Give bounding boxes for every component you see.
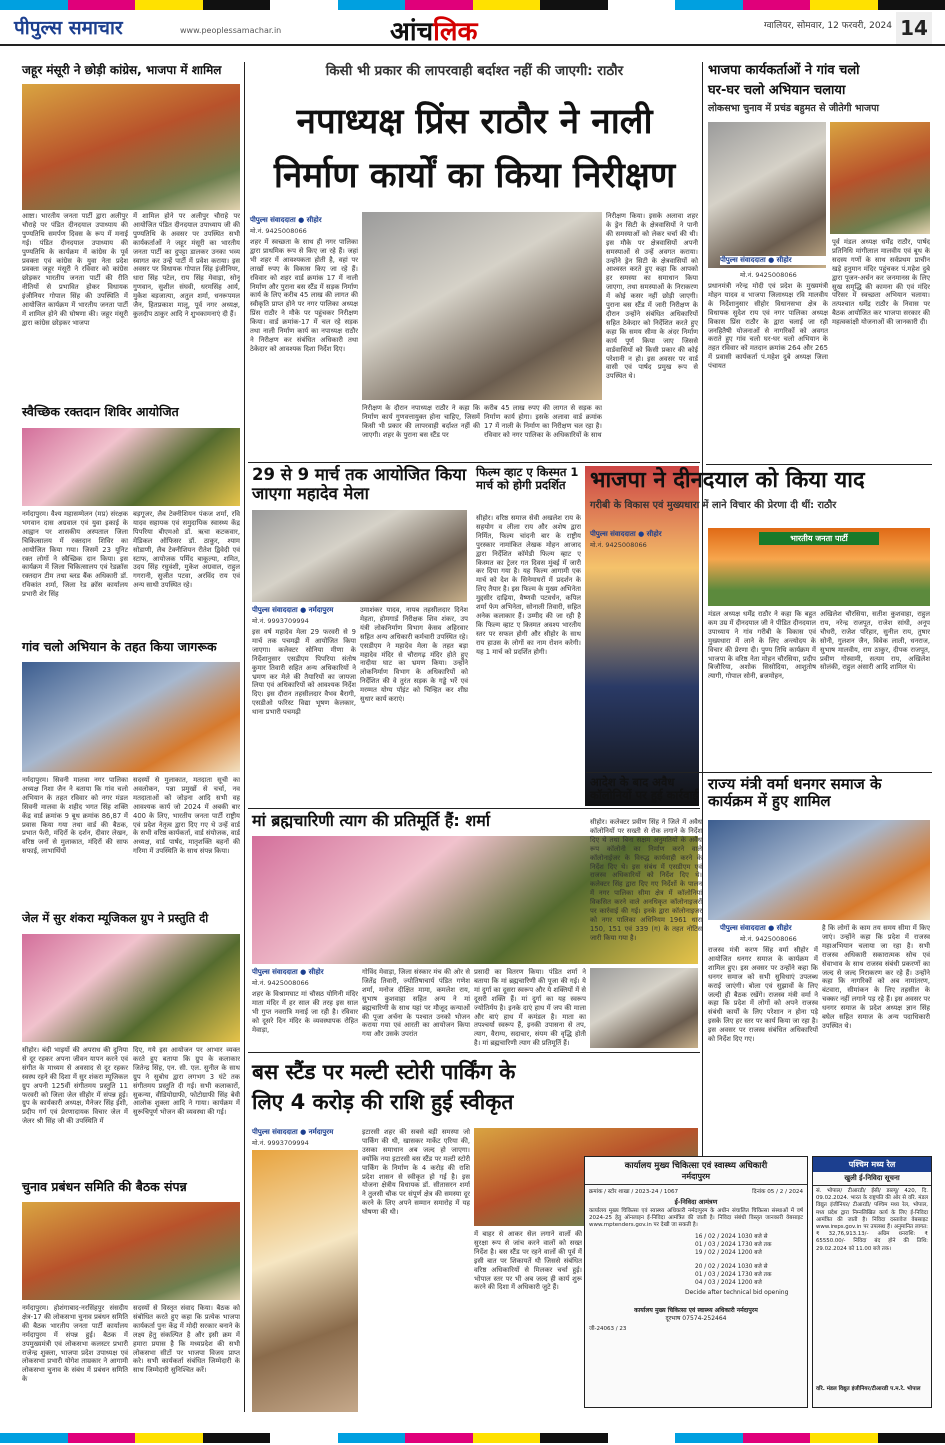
story-body: प्रधानमंत्री नरेन्द्र मोदी एवं प्रदेश के मुख्यमंत्री मोहन यादव व भाजपा जिलाध्यक्ष रवि मालवीय के निर्देशानुसार सीहोर विधानसभा क्षेत्र के विधायक सुदेश राय एवं नगर पालिका अध्यक्ष विकास प्रिंस राठौर के द्वारा चलाई जा रही जनहितैषी योजनाओं से नागरिकों को अवगत कराते हुए गांव चलो घर-घर चलो अभियान के तहत रविवार को मतदान क्रमांक 264 और 265 में प्रवासी कार्यकर्ता पं.महेश दुबे अध्यक्ष जिला पंचायत (708, 282, 828, 371)
byline: पीपुल्स संवाददाता ● सीहोर (252, 968, 324, 976)
ad-body: सं. भोपाल/ टीआरडी/ ईसी/ डब्ल्यू/ 420, दि. 09.02.2024. भारत के राष्ट्रपति की ओर से वरि. मंडल विद्युत इंजीनियर/ टीआरडी/ पश्चिम मध्य रेल, भोपाल, मध्य प्रदेश द्वारा निम्नलिखित कार्य के लिए ई-निविदा आमंत्रित की जाती है। निविदा दस्तावेज वेबसाइट www.ireps.gov.in पर उपलब्ध हैं। अनुमानित लागत: ₹ 32,76,913.13/- अग्रिम धनराशि: ₹ 65550.00/- निविदा बंद होने की तिथि: 29.02.2024 को 11.00 बजे तक। (816, 1188, 928, 1252)
ad-date-row: 19 / 02 / 2024 1200 बजे (695, 1250, 762, 1256)
contact-number: मो.नं. 9425008066 (740, 271, 797, 279)
ad-subtitle: ई-निविदा आमंत्रण (674, 1198, 718, 1206)
ad-phone: दूरभाष 07574-252464 (665, 1315, 727, 1322)
ad-place: नर्मदापुरम (681, 1172, 711, 1181)
news-photo (708, 528, 930, 606)
news-photo (708, 820, 930, 920)
ad-subtitle: खुली ई-निविदा सूचना (813, 1172, 931, 1186)
ad-footer: वरि. मंडल विद्युत इंजीनियर/टीआरडी प.म.रे. भोपाल (816, 1386, 921, 1392)
story-headline-line-2: निर्माण कार्यों का किया निरीक्षण (273, 156, 676, 196)
story-subtitle: गरीबी के विकास एवं मुख्यधारा में लाने विचार की प्रेरणा दी थीं: राठौर (590, 500, 837, 511)
story-headline-line-1: भाजपा कार्यकर्ताओं ने गांव चलो (708, 63, 860, 78)
story-body: करीब 45 लाख रुपए की लागत से सड़क का निर्माण कार्य होगा। इसके अलावा वार्ड क्रमांक 17 में नाली के निर्माण का निरीक्षण चल रहा है। रविवार को नगर पालिका के अधिकारियों के साथ (484, 404, 602, 439)
ad-body: कार्यालय मुख्य चिकित्सा एवं स्वास्थ्य अधिकारी नर्मदापुरम के अधीन संचालित चिकित्सा संस्थाओं में वर्ष 2024-25 हेतु ऑनलाइन ई-निविदा आमंत्रित की जाती है। निविदा संबंधी विस्तृत जानकारी वेबसाइट www.mptenders.gov.in पर देखी जा सकती है। (589, 1208, 803, 1228)
ad-date-row: 16 / 02 / 2024 1030 बजे से (695, 1234, 768, 1240)
contact-number: मो.नं. 9993709994 (252, 1139, 309, 1147)
story-body: आष्टा। भारतीय जनता पार्टी द्वारा अलीपुर चौराहे पर पंडित दीनदयाल उपाध्याय की पुण्यतिथि समर्पण दिवस के रूप में मनाई गई। पंडित दीनदयाल उपाध्याय की पुण्यतिथि के कार्यक्रम में कांग्रेस के पूर्व प्रवक्ता एवं कांग्रेस के युवा नेता प्रदेश प्रवक्ता जहूर मंसूरी ने रविवार को कांग्रेस छोड़कर भारतीय जनता पार्टी की रीति नीतियों से प्रभावित होकर विधायक इंजीनियर गोपाल सिंह की उपस्थिति में आयोजित कार्यक्रम में भारतीय जनता पार्टी में शामिल होने की घोषणा की। जहूर मंसूरी द्वारा कांग्रेस छोड़कर भाजपा (22, 212, 128, 327)
ad-title: पश्चिम मध्य रेल (813, 1157, 931, 1172)
byline: पीपुल्स संवाददाता ● सीहोर (720, 924, 792, 932)
story-body: निरीक्षण के दौरान नपाध्यक्ष राठौर ने कहा कि निर्माण कार्य गुणवत्तायुक्त होना चाहिए, जिसमें किसी भी प्रकार की लापरवाही बर्दाश्त नहीं की जाएगी। शहर के पुराना बस स्टैंड पर (362, 404, 480, 439)
story-subtitle: लोकसभा चुनाव में प्रचंड बहुमत से जीतेगी भाजपा (708, 103, 879, 114)
story-body: दिए, गये इस आयोजन पर आभार व्यक्त करते हुए बताया कि ग्रुप के कलाकार जितेन्द्र सिंह, एन. सी. एल. सुनील के साथ ग्रुप ने सुबोध द्वारा लगभग 3 घंटे तक संगीतमय प्रस्तुति दी गई। सभी कलाकारों, सुकन्या, वीडियोग्राफी, फोटोग्राफी सिंह बेवी आलोक शुक्ला आदि ने गाया। कार्यक्रम में सुरूचिपूर्ण भोजन की व्यवस्था की गई। (133, 1046, 240, 1117)
news-photo (252, 510, 467, 602)
masthead (0, 12, 945, 46)
tender-advertisement (584, 1156, 808, 1408)
news-photo (252, 1150, 358, 1412)
story-headline-line-1: बस स्टैंड पर मल्टी स्टोरी पार्किंग के (252, 1060, 516, 1084)
registration-strip-top (0, 0, 945, 10)
story-title: 29 से 9 मार्च तक आयोजित किया जाएगा महादेव मेला (252, 465, 467, 503)
ad-date-row: 04 / 03 / 2024 1200 बजे (695, 1280, 762, 1286)
section-title-a: आंच (390, 17, 434, 47)
byline: पीपुल्स संवाददाता ● सीहोर (720, 256, 830, 265)
story-body: राजस्व मंत्री करण सिंह वर्मा सीहोर में आयोजित धनगर समाज के कार्यक्रम में शामिल हुए। इस अवसर पर उन्होंने कहा कि धनगर समाज को सभी सुविधाएं उपलब्ध कराई जाएंगी। बोला एवं सुझावों के लिए जल्दी ही बैठक रखेंगे। राजस्व मंत्री वर्मा ने कहा कि प्रदेश में लोगों को अपने राजस्व संबंधी कार्यों के लिए परेशान न होना पड़े इसके लिए हर स्तर पर कार्य किया जा रहा है। इस अवसर पर राजस्व संबंधित अधिकारियों को निर्देश दिए गए। (708, 946, 818, 1044)
story-body: सदस्यों से मुलाकात, मतदाता सूची का अवलोकन, पन्ना प्रमुखों से चर्चा, नव मतदाताओं को जोड़ना आदि सभी वह आवश्यक कार्य जो 2024 में अबकी बार 400 के लिए, भारतीय जनता पार्टी राष्ट्रीय एवं प्रदेश नेतृत्व द्वारा दिए गए थे उन्हें वार्ड के सभी वरिष्ठ कार्यकर्ता, वार्ड संयोजक, वार्ड अध्यक्ष, वार्ड पार्षद, मातृशक्ति बहनों की गरिमा में उपस्थिति के साथ संपन्न किया। (133, 776, 240, 856)
story-body: पूर्व मंडल अध्यक्ष धर्मेंद्र राठौर, पार्षद प्रतिनिधि मांगीलाल मालवीय एवं बूथ के सदस्य गणों के साथ सर्वप्रथम प्राचीन खड़े हनुमान मंदिर पहुंचकर पं.महेश दुबे द्वारा पूजन-अर्चन कर जनमानस के लिए सुख समृद्धि की कामना की एवं मंदिर परिसर में स्वच्छता अभियान चलाया। तत्पश्चात धर्मेंद्र राठौर के निवास पर बैठक आयोजित कर भाजपा सरकार की महत्वकांक्षी योजनाओं की जानकारी दी। (832, 238, 930, 327)
ad-date-row: 01 / 03 / 2024 1730 बजे तक (695, 1272, 772, 1278)
contact-number: मो.नं. 9425008066 (740, 935, 797, 943)
section-divider (248, 808, 700, 809)
story-kicker: किसी भी प्रकार की लापरवाही बर्दाश्त नहीं की जाएगी: राठौर (325, 63, 624, 79)
contact-number: मो.नं. 9425008066 (252, 979, 309, 987)
story-body: नर्मदापुरम। होशंगाबाद-नरसिंहपुर संसदीय क्षेत्र-17 की लोकसभा चुनाव प्रबंधन समिति की बैठक भारतीय जनता पार्टी कार्यालय नर्मदापुरम में संपन्न हुई। बैठक में उपमुख्यमंत्री एवं लोकसभा कलस्टर प्रभारी राजेन्द्र शुक्ला, भाजपा प्रदेश उपाध्यक्ष एवं लोकसभा प्रभारी योगेश ताम्रकार ने आगामी लोकसभा चुनाव के संबंध में प्रबंधन समिति के (22, 1304, 128, 1384)
story-headline-line-2: लिए 4 करोड़ की राशि हुई स्वीकृत (252, 1090, 514, 1114)
ad-ref-number: क्रमांक / स्टोर शाखा / 2023-24 / 1067 (589, 1189, 679, 1195)
news-photo (22, 1202, 240, 1300)
story-body: शहर में स्वच्छता के साथ ही नगर पालिका द्वारा प्राथमिक रूप से किए जा रहे हैं। जहां भी शहर में आवश्यकता होती है, वहां पर लाखों रुपए के विकास किए जा रहे हैं। रविवार को शहर वार्ड क्रमांक 17 में नाली निर्माण और पुराना बस स्टैंड में सड़क निर्माण कार्य के लिए करीब 45 लाख की लागत की स्वीकृति प्राप्त होने पर नगर पालिका अध्यक्ष प्रिंस राठौर ने मौके पर पहुंचकर निरीक्षण किया। वार्ड क्रमांक-17 में चल रहे सड़क तथा नाली निर्माण कार्य का नपाध्यक्ष राठौर ने निरीक्षण कर संबंधित अधिकारी तथा ठेकेदार को आवश्यक दिशा निर्देश दिए। (250, 238, 358, 353)
news-photo (22, 84, 240, 210)
byline: पीपुल्स संवाददाता ● सीहोर (250, 216, 322, 224)
story-title: जेल में सुर शंकरा म्यूजिकल ग्रुप ने प्रस्तुति दी (22, 911, 209, 925)
news-photo (362, 212, 602, 400)
story-title: भाजपा ने दीनदयाल को किया याद (590, 468, 865, 493)
story-body: गोविंद मेवाड़ा, जिला संस्कार मंच की ओर से जितेंद्र तिवारी, ज्योतिषाचार्य पंडित गणेश शर्मा, मनोज दीक्षित मामा, कमलेश राय, सुभाष कुशवाहा सहित अन्य ने मां ब्रह्मचारिणी के साथ यहां पर मौजूद कन्याओं की पूजा अर्चना के पश्चात उनको भोजन कराया गया एवं आरती का आयोजन किया गया और उसके उपरांत (362, 968, 470, 1039)
story-title: स्वैच्छिक रक्तदान शिविर आयोजित (22, 404, 179, 419)
story-title: राज्य मंत्री वर्मा धनगर समाज के कार्यक्रम में हुए शामिल (708, 775, 882, 811)
website-url: www.peoplessamachar.in (180, 26, 282, 35)
story-title: गांव चलो अभियान के तहत किया जागरूक (22, 639, 217, 654)
story-body: नर्मदापुरम। वैश्य महासम्मेलन (मप्र) संरक्षक भगवान दास अग्रवाल एवं युवा इकाई के आह्वान पर शासकीय अस्पताल जिला चिकित्सालय में रक्तदान शिविर का आयोजित किया गया। जिसमें 23 यूनिट रक्त लोगों ने स्वैच्छिक दान किया। इस कार्यक्रम में जिला चिकित्सालय एवं रेडक्रॉस रक्तदान टीम तथा ब्लड बैंक अधिकारी डॉ. रविकांत शर्मा, जिला रेड क्रॉस कार्यालय प्रभारी शेर सिंह (22, 510, 128, 599)
story-headline-line-2: घर-घर चलो अभियान चलाया (708, 83, 846, 98)
story-body: में शामिल होने पर अलीपुर चौराहे पर आयोजित पंडित दीनदयाल उपाध्याय जी की पुण्यतिथि के अवसर पर उपस्थित सभी कार्यकर्ताओं ने जहूर मंसूरी का भारतीय जनता पार्टी का दुपट्टा डालकर उनका भव्य स्वागत कर उन्हें पार्टी में प्रवेश कराया। इस अवसर पर विधायक गोपाल सिंह इंजीनियर, धारा सिंह पटेल, राय सिंह मेवाड़ा, सोनू गुणवान, सुशील संघवी, धरमसिंह आर्य, मुकेश बड़जात्या, अतुल शर्मा, धनरूपमल जैन, हितप्रकाश मालू, पूर्व नगर अध्यक्ष, कुलदीप ठाकुर आदि ने शुभकामनाएं दी हैं। (133, 212, 240, 318)
ad-date-row: 01 / 03 / 2024 1730 बजे तक (695, 1242, 772, 1248)
story-title: फिल्म व्हाट ए किस्मत 1 मार्च को होगी प्रदर्शित (476, 465, 579, 493)
contact-number: मो.नं. 9425008066 (250, 227, 307, 235)
section-divider (248, 462, 700, 463)
byline: पीपुल्स संवाददाता ● नर्मदापुरम (252, 606, 334, 614)
news-photo (708, 122, 826, 268)
story-body: इस वर्ष महादेव मेला 29 फरवरी से 9 मार्च तक पचमढ़ी में आयोजित किया जाएगा। कलेक्टर सोनिया मीणा के निर्देशानुसार एसडीएम पिपरिया संतोष कुमार तिवारी सहित अन्य अधिकारियों ने भ्रमण कर मेले की तैयारियों का जायजा लिया एवं अधिकारियों को आवश्यक निर्देश दिए। इस दौरान तहसीलदार वैभव बैरागी, एसडीओ फरिस्ट विद्या भूषण केलकार, थाना प्रभारी पचमढ़ी (252, 628, 356, 717)
story-body: सीहोर। वरिष्ठ समाज सेवी अखलेश राय के सहयोग व लीला राय और अशेष द्वारा निर्मित, फिल्म चांदनी बार के राष्ट्रीय पुरस्कार नामांकित लेखक मोहन आजाद द्वारा निर्देशित कॉमेडी फिल्म व्हाट ए किस्मत का ट्रेलर गत दिवस मुंबई में जारी कर दिया गया है। यह फिल्म आगामी एक मार्च को देश के सिनेमाघरों में प्रदर्शन के लिए तैयार है। इस फिल्म के मुख्य अभिनेता मुद्दसीर दाढ़िया, वैष्णवी पटवर्धन, कपिल शर्मा फेम अभिनेता, सोनाली तिवारी, सहित अनेक कलाकार हैं। उम्मीद की जा रही है कि फिल्म व्हाट ए किस्मत अवश्य भारतीय स्तर पर सफल होगी और सीहोर के साथ राय हाउस के लोगों का नाम रोशन करेगी। यह 1 मार्च को प्रदर्शित होगी। (476, 514, 581, 656)
story-title: आदेश के बाद अवैध कॉलोनियों पर हुई कार्रवाई (590, 775, 699, 803)
ad-date-row: 20 / 02 / 2024 1030 बजे से (695, 1264, 768, 1270)
story-body: प्रसादी का वितरण किया। पंडित शर्मा ने बताया कि मां ब्रह्मचारिणी की पूजा की गई। ये मां दुर्गा का दूसरा स्वरूप और ये शक्तियों में से दूसरी शक्ति हैं। मां दुर्गा का यह स्वरूप ज्योतिर्मय है। इनके दाएं हाथ में जप की माला और बाएं हाथ में कमंडल है। माता का तपश्चर्या स्वरूप हैं, इनकी उपासना से तप, त्याग, वैराग्य, सदाचार, संयम की वृद्धि होती है। मां ब्रह्मचारिणी त्याग की प्रतिमूर्ति हैं। (474, 968, 586, 1048)
byline: पीपुल्स संवाददाता ● नर्मदापुरम (252, 1128, 334, 1136)
story-headline-line-1: नपाध्यक्ष प्रिंस राठौर ने नाली (296, 102, 653, 142)
news-photo (22, 428, 240, 506)
ad-footer: कार्यालय मुख्य चिकित्सा एवं स्वास्थ्य अधिकारी नर्मदापुरम (634, 1307, 758, 1314)
ad-title: कार्यालय मुख्य चिकित्सा एवं स्वास्थ्य अधिकारी (624, 1161, 768, 1171)
byline: पीपुल्स संवाददाता ● सीहोर (590, 530, 662, 538)
story-body: इटारसी शहर की सबसे बड़ी समस्या जो पार्किंग की थी, खासकर मार्केट एरिया की, उसका समाधान अब जल्द हो जाएगा। क्योंकि नया इटारसी बस स्टैंड पर मल्टी स्टोरी पार्किंग के निर्माण के 4 करोड़ की राशि प्रदेश शासन से स्वीकृत हो गई है। इस योजना क्षेत्रीय विधायक डॉ. सीतासरन शर्मा ने तुलसी चौक पर संपूर्ण क्षेत्र की समस्या दूर करने के लिए अपने सम्मान समारोह में यह घोषणा की थी। (362, 1128, 470, 1217)
story-body: उमाशंकर यादव, नायब तहसीलदार दिनेश मेहता, होमगार्ड निरीक्षक शिव शंकर, उप यंत्री लोकनिर्माण विभाग केसव अहिरवार सहित अन्य अधिकारी कर्मचारी उपस्थित रहे। एसडीएम ने महादेव मेला के तहत बड़ा महादेव मंदिर से चौरागढ़ मंदिर होते हुए नादीया घाट का भ्रमण किया। उन्होंने लोकनिर्माण विभाग के अधिकारियों को निर्देशित की वे तुरंत सड़क के गड्ढे भरें एवं मरम्मत योग्य पॉइंट को चिन्हित कर शीघ्र सुधार कार्य कराएं। (360, 606, 468, 704)
railway-tender-advertisement (812, 1156, 932, 1408)
story-title: चुनाव प्रबंधन समिति की बैठक संपन्न (22, 1179, 187, 1194)
section-title-b: लिक (433, 17, 478, 47)
newspaper-logo: पीपुल्स समाचार (14, 17, 123, 39)
story-body: सीहोर। बंदी भाइयों की अपराध की दुनिया से दूर रहकर अपना जीवन यापन करने एवं संगीत के माध्यम से अवसाद से दूर रहकर स्वस्थ रहने की दिशा में सुर शंकरा म्यूजिकल ग्रुप अपनी 125वीं संगीतमय प्रस्तुति 11 फरवरी को जिला जेल सीहोर में संपन्न हुई। ग्रुप के कार्यकारी अध्यक्ष, मैनेजर सिंह ईशी, प्रदीप गर्ग एवं प्रेरणादायक विचार जेल में जेलर श्री सिंह जी की उपस्थिति में (22, 1046, 128, 1126)
page-number: 14 (896, 12, 932, 44)
section-divider (586, 772, 932, 773)
story-body: बड़गूजर, लैब टेक्नीशियन पंकज शर्मा, रवि यादव सहायक एवं समुदायिक स्वास्थ्य केंद्र पिपरिया बीएमओ डॉ. ऋचा कटकवार, मेडिकल ऑफिसर डॉ. ठाकुर, श्याम सोडाणी, लैब टेक्नीशियन रीतेश द्विवेदी एवं स्टाफ, आयोजक पर्मिद बाकूल्या, शमित, उदय सिंह रघुवंशी, मुकेश अग्रवाल, राहुल गगरानी, सुजीत पटवा, अरविंद राय एवं अन्य साथी उपस्थित रहे। (133, 510, 240, 590)
story-body: मंडल अध्यक्ष धर्मेंद्र राठौर ने कहा कि बहुत कम उम्र में दीनदयाल जी ने पीडित दीनदयाल उपाध्याय ने गांव गरीबी के विकास एवं मुख्यधारा में लाने के लिए अन्त्योदय के विचार की प्रेरणा दी। पुण्य तिथि कार्यक्रम में भाजपा के वरिष्ठ नेता मोहन चौरसिया, प्रदीप बिजौरिया, अशोक सिसोदिया, आशुतोष त्यागी, गोपाल सोनी, ब्रजमोहन, (708, 610, 816, 681)
ad-note: Decide after technical bid opening (685, 1289, 789, 1296)
column-divider (244, 62, 245, 1412)
story-body: में बाहर से आकर सेल लगाने वालों की सुरक्षा रूप से जांच करने वालों को सख्त निर्देश है। बस स्टैंड पर रहने वालों की पूर्व में इसी बात पर शिकायतें थी जिससे संबंधित वरिष्ठ अधिकारियों से मिलकर चर्चा हुई। भोपाल स्तर पर भी अब जल्द ही कार्य शुरू करने की दिशा में अधिकारी जुटे हैं। (474, 1230, 582, 1292)
film-poster-image (585, 466, 699, 806)
issue-date: ग्वालियर, सोमवार, 12 फरवरी, 2024 (763, 21, 892, 31)
section-title (390, 12, 477, 48)
story-body: नर्मदापुरम। सिवनी मालवा नगर पालिका अध्यक्ष निशा जैन ने बताया कि गांव चलो अभियान के तहत रविवार को नगर मंडल सिवनी मालवा के शहीद भगत सिंह शक्ति केंद्र वार्ड क्रमांक 9 बूथ क्रमांक 86,87 में प्रवास किया गया तथा वार्ड की बैठक, प्रभात फेरी, मंदिरों के दर्शन, दीवार लेखन, वरिष्ठ जनों से मुलाकात, मंदिरों की साफ सफाई, लाभार्थियों (22, 776, 128, 856)
registration-strip-bottom (0, 1433, 945, 1443)
story-title: जहूर मंसूरी ने छोड़ी कांग्रेस, भाजपा में शामिल (22, 63, 222, 77)
news-photo (830, 122, 930, 234)
contact-number: मो.नं. 9993709994 (252, 617, 309, 625)
story-body: शहर के विश्रामघाट मां चौसठ योगिनी मंदिर माता मंदिर में हर साल की तरह इस साल भी गुप्त नवरात्रि मनाई जा रही है। रविवार को दूसरे दिन मंदिर के व्यवस्थापक रोहित मेवाड़ा, (252, 990, 358, 1034)
section-divider (706, 464, 932, 465)
story-title: मां ब्रह्मचारिणी त्याग की प्रतिमूर्ति हैं: शर्मा (252, 811, 490, 830)
news-photo (22, 934, 240, 1042)
ad-date: दिनांक 05 / 2 / 2024 (752, 1189, 803, 1195)
story-body: है कि लोगों के काम तय समय सीमा में किए जाएं। उन्होंने कहा कि प्रदेश में राजस्व महाअभियान चलाया जा रहा है। सभी राजस्व अधिकारी सकारात्मक सोच एवं सेवाभाव के साथ राजस्व संबंधी प्रकरणों का जल्द से जल्द निराकरण कर रहे हैं। उन्होंने कहा कि नागरिकों को अब नामांतरण, बंटवारा, सीमांकन के लिए तहसील के चक्कर नहीं लगाने पड़ रहे हैं। इस अवसर पर धनगर समाज के प्रदेश अध्यक्ष ज्ञान सिंह बघेल सहित समाज के अन्य पदाधिकारी उपस्थित थे। (822, 924, 930, 1030)
news-photo (22, 662, 240, 772)
story-body: निरीक्षण किया। इसके अलावा शहर के ड्रेन सिटी के क्षेत्रवासियों ने पानी की समस्याओं को लेकर चर्चा की थी। इस मौके पर क्षेत्रवासियों अपनी समस्याओं से उन्हें अवगत कराया। उन्होंने ड्रेन सिटी के क्षेत्रवासियों को आश्वस्त करते हुए कहा कि आपको हर समस्या का समाधान किया जाएगा, तथा समस्याओं के निराकरण में कोई कसर नहीं छोड़ी जाएगी। पुराना बस स्टैंड में जारी निरीक्षण के दौरान उन्होंने संबंधित अधिकारियों सहित ठेकेदार को निर्देशित करते हुए कहा कि समय सीमा के अंदर निर्माण कार्य पूर्ण किया जाए जिससे वार्डवासियों को किसी प्रकार की कोई परेशानी न हो। इस अवसर पर वार्ड वासी एवं पार्षद प्रमुख रूप से उपस्थित थे। (606, 212, 698, 381)
story-body: सीहोर। कलेक्टर प्रवीण सिंह ने जिले में अवैध कॉलोनियों पर सख्ती से रोक लगाने के निर्देश दिए थे तथा बिना सक्षम अनुमतियों के अवैध रूप कॉलोनी का निर्माण करने वाले कॉलोनाईजर के विरुद्ध कार्यवाही करने के निर्देश दिए थे। इस संबंध में एसडीएम एवं राजस्व अधिकारियों को निर्देश दिए थे। कलेक्टर सिंह द्वारा दिए गए निर्देशों के पालन में नगर पालिका सीमा क्षेत्र में कॉलोनियां विकसित करने वाले अनधिकृत कॉलोनाइजरों पर कार्रवाई की गई। इनके द्वारा कॉलोनाइजर को नगर पालिका अधिनियम 1961 धारा 150, 151 एवं 339 (ग) के तहत नोटिस जारी किया गया है। (590, 818, 702, 942)
story-body: अखिलेश चौरसिया, सतीश कुशवाहा, राहुल राय, नरेन्द्र राजपूत, राजेश सांधी, अनूप चौधरी, राजेश परिहार, सुनील राय, तुषार सोनी, गुलशन जैन, विवेक लाली, धनराज, सुभाष मालवीय, राम ठाकुर, दीपक राजपूत, प्रवीण गोस्वामी, सत्यम राय, अखिलेश सोलंकी, राहुल अंसारी आदि शामिल थे। (820, 610, 930, 672)
column-divider (702, 62, 703, 1227)
bjp-banner-text: भारतीय जनता पार्टी (759, 532, 879, 545)
story-body: सदस्यों से विस्तृत संवाद किया। बैठक को संबोधित करते हुए कहा कि प्रत्येक भाजपा कार्यकर्ता पुनः केंद्र में मोदी सरकार बनाने के लक्ष्य हेतु संकल्पित है और इसी क्रम में हमारा प्रयास है कि मध्यप्रदेश की सभी लोकसभा सीटों पर भाजपा विजय प्राप्त करे। सभी कार्यकर्ता संबंधित जिम्मेदारी के साथ जिम्मेदारी सुनिश्चित करें। (133, 1304, 240, 1375)
contact-number: मो.नं. 9425008066 (590, 541, 647, 549)
ad-code: जी-24063 / 23 (589, 1326, 627, 1332)
